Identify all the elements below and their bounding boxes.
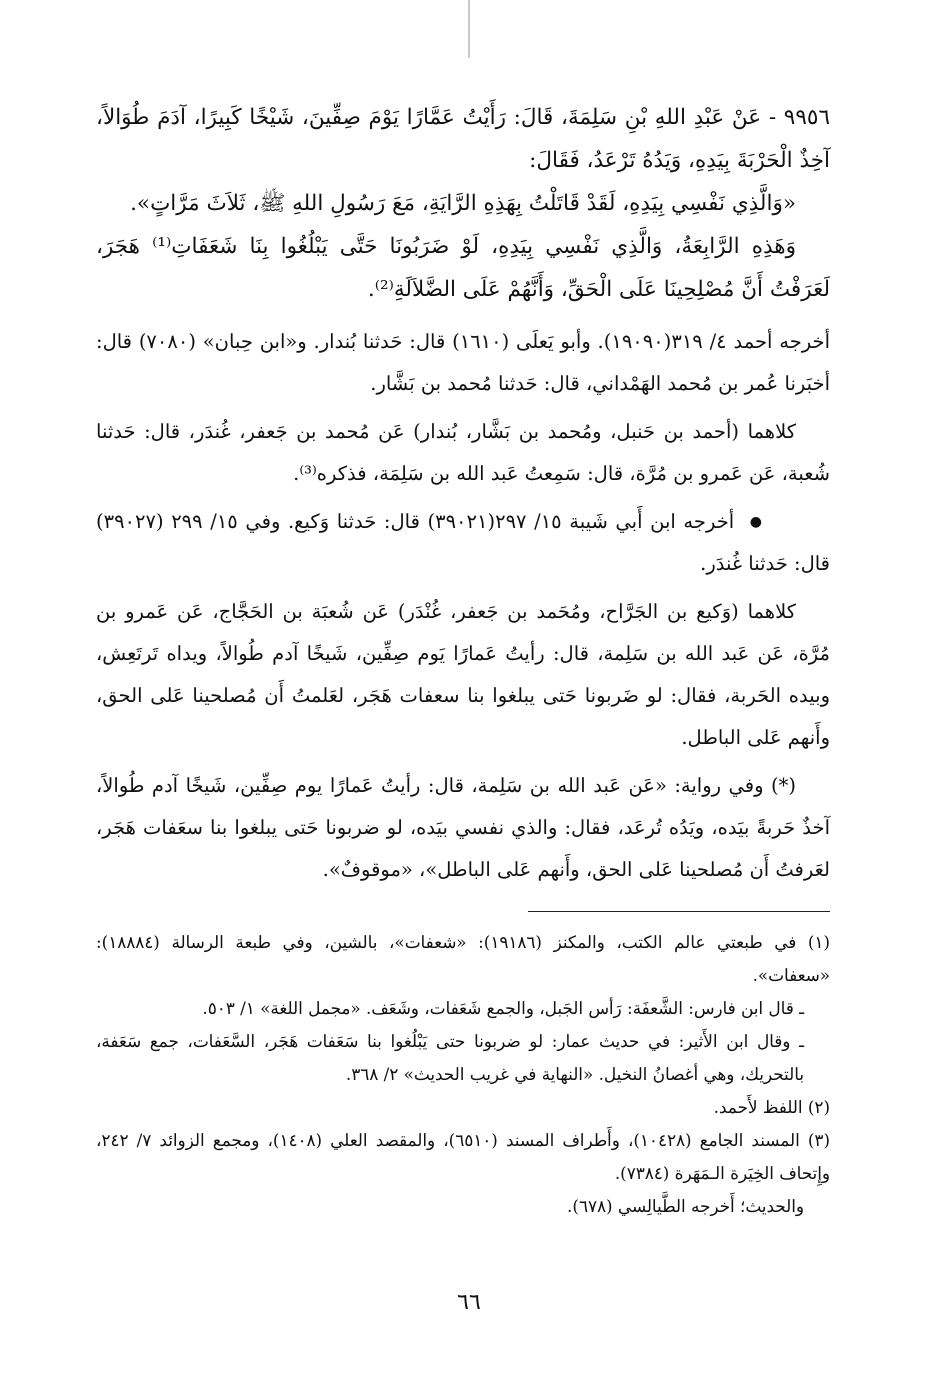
hadith-quote-1: «وَالَّذِي نَفْسِي بِيَدِهِ، لَقَدْ قَاتَلْتُ بِهَذِهِ الرَّايَةِ، مَعَ رَسُولِ اللهِ ﷺ، ثَلاَثَ مَرَّاتٍ». [130,191,796,216]
takhrij-paragraph-2: كلاهما (أحمد بن حَنبل، ومُحمد بن بَشَّار، بُندار) عَن مُحمد بن جَعفر، غُندَر، قال: حَدثنا شُعبة، عَن عَمرو بن مُرَّة، قال: سَمِعتُ عَبد الله بن سَلِمَة، فذكره⁽³⁾. [96,420,830,485]
takhrij-paragraph-4: كلاهما (وَكيع بن الجَرَّاح، ومُحَمد بن جَعفر، غُنْدَر) عَن شُعبَة بن الحَجَّاج، عَن عَمرو بن مُرَّة، عَن عَبد الله بن سَلِمة، قال: رأيتُ عَمارًا يَوم صِفِّين، شَيخًا آدم طُوالاً، ويداه تَرتَعِش، وبيده الحَربة، فقال: لو ضَربونا حَتى يبلغوا بنا سعفات هَجَر، لعَلمتُ أَن مُصلحينا عَلى الحق، وأَنهم عَلى الباطل. [96,600,830,749]
footnote-3: (٣) المسند الجامع (١٠٤٢٨)، وأَطراف المسند (٦٥١٠)، والمقصد العلي (١٤٠٨)، ومجمع الزوائد ٧/ ٢٤٢، وإِتحاف الخِيَرة الـمَهَرة (٧٣٨٤). [96,1130,830,1183]
hadith-number: ٩٩٥٦ [783,105,830,130]
footnote-1-note-a: ـ قال ابن فارس: الشَّعفَة: رَأس الجَبل، والجمع شَعَفات، وشَعَف. «مجمل اللغة» ١/ ٥٠٣. [202,998,804,1018]
footnote-2: (٢) اللفظ لأَحمد. [713,1097,830,1117]
takhrij-paragraph-5: (*) وفي رواية: «عَن عَبد الله بن سَلِمة، قال: رأيتُ عَمارًا يوم صِفِّين، شَيخًا آدم طُوالاً، آخذٌ حَربةً بيَده، ويَدُه تُرعَد، فقال: والذي نفسي بيَده، لو ضربونا حَتى يبلغوا بنا سعَفات هَجَر، لعَرفتُ أَن مُصلحينا عَلى الحق، وأَنهم عَلى الباطل»، «موقوفٌ». [96,774,830,881]
page-number: ٦٦ [457,1290,481,1315]
footnote-divider [528,911,830,912]
takhrij-paragraph-1: أخرجه أحمد ٤/ ٣١٩(١٩٠٩٠). وأبو يَعلَى (١٦١٠) قال: حَدثنا بُندار. و«ابن حِبان» (٧٠٨٠) قال: أخبَرنا عُمر بن مُحمد الهَمْداني، قال: حَدثنا مُحمد بن بَشَّار. [96,330,830,395]
footnotes-section [96,926,830,1223]
takhrij-section [96,321,830,891]
takhrij-paragraph-3-text: أخرجه ابن أَبي شَيبة ١٥/ ٢٩٧(٣٩٠٢١) قال: حَدثنا وَكيع. وفي ١٥/ ٢٩٩ (٣٩٠٢٧) قال: حَدثنا غُندَر. [96,510,830,575]
hadith-isnad: - عَنْ عَبْدِ اللهِ بْنِ سَلِمَةَ، قَالَ: رَأَيْتُ عَمَّارًا يَوْمَ صِفِّينَ، شَيْخًا كَبِيرًا، آدَمَ طُوَالاً، آخِذٌ الْحَرْبَةَ بِيَدِهِ، وَيَدُهُ تَرْعَدُ، فَقَالَ: [96,105,830,173]
footnote-3-note-a: والحديث؛ أَخرجه الطَّيالِسي (٦٧٨). [567,1196,804,1216]
footnote-1: (١) في طبعتي عالم الكتب، والمكنز (١٩١٨٦): «شعفات»، بالشين، وفي طبعة الرسالة (١٨٨٨٤): «سعفات». [96,932,830,985]
hadith-block [96,96,830,311]
scan-margin-mark [468,0,470,58]
bullet-icon: ● [749,514,762,530]
page-body [96,96,830,1223]
hadith-intro [96,96,830,182]
hadith-quote-2: وَهَذِهِ الرَّابِعَةُ، وَالَّذِي نَفْسِي بِيَدِهِ، لَوْ ضَرَبُونَا حَتَّى يَبْلُغُوا بِنَا شَعَفَاتِ⁽¹⁾ هَجَرَ، لَعَرَفْتُ أَنَّ مُصْلِحِينَا عَلَى الْحَقِّ، وَأَنَّهُمْ عَلَى الضَّلاَلَةِ⁽²⁾. [96,234,830,302]
takhrij-paragraph-3 [96,501,830,585]
footnote-1-note-b: ـ وقال ابن الأَثير: في حديث عمار: لو ضربونا حتى يَبْلُغوا بنا سَعَفات هَجَر، السَّعَفات، جمع سَعَفة، بالتحريك، وهي أغصانُ النخيل. «النهاية في غريب الحديث» ٢/ ٣٦٨. [96,1031,804,1084]
